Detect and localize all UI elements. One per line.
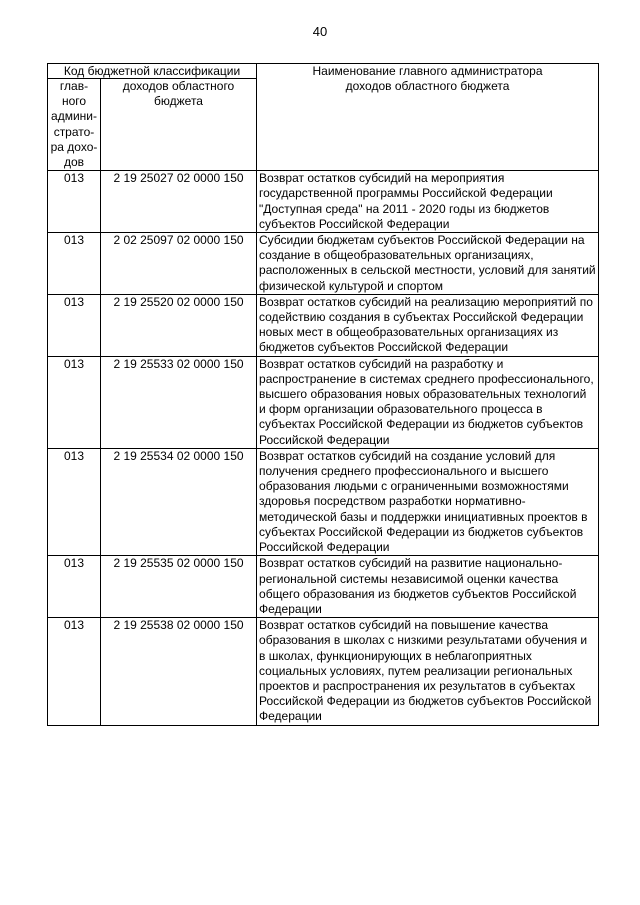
admin-code-cell: 013 (48, 618, 101, 725)
admin-name-cell: Возврат остатков субсидий на мероприятия государственной программы Российской Федерации "Доступная среда" на 2011 - 2020 годы из бюджетов субъектов Российской Федерации (257, 171, 599, 233)
income-code-column-header (101, 79, 257, 171)
page-number: 40 (312, 24, 328, 39)
income-code-cell: 2 19 25534 02 0000 150 (101, 448, 257, 555)
admin-name-column-header-text: Наименование главного администратора доходов областного бюджета (312, 64, 543, 94)
admin-name-cell: Возврат остатков субсидий на повышение качества образования в школах с низкими результатами обучения и в школах, функционирующих в неблагоприятных социальных условиях, путем реализации региональных проектов и распространения их результатов в субъектах Российской Федерации из бюджетов субъектов Российской Федерации (257, 618, 599, 725)
income-code-cell: 2 19 25538 02 0000 150 (101, 618, 257, 725)
admin-name-cell: Возврат остатков субсидий на создание условий для получения среднего профессионального и высшего образования людьми с ограниченными возможностями здоровья посредством разработки нормативно-методической базы и поддержки инициативных проектов в субъектах Российской Федерации из бюджетов субъектов Российской Федерации (257, 448, 599, 555)
admin-code-column-header-text: глав- ного админи- страто- ра дохо- дов (50, 79, 98, 170)
admin-code-column-header (48, 79, 101, 171)
table-row (48, 448, 599, 555)
table-row (48, 618, 599, 725)
admin-code-cell: 013 (48, 356, 101, 448)
income-code-cell: 2 19 25027 02 0000 150 (101, 171, 257, 233)
admin-code-cell: 013 (48, 171, 101, 233)
admin-code-cell: 013 (48, 556, 101, 618)
income-code-cell: 2 19 25535 02 0000 150 (101, 556, 257, 618)
admin-name-cell: Возврат остатков субсидий на развитие национально-региональной системы независимой оценки качества общего образования из бюджетов субъектов Российской Федерации (257, 556, 599, 618)
admin-name-cell: Возврат остатков субсидий на разработку и распространение в системах среднего профессионального, высшего образования новых образовательных технологий и форм организации образовательного процесса в субъектах Российской Федерации из бюджетов субъектов Российской Федерации (257, 356, 599, 448)
table-row (48, 356, 599, 448)
header-row-group (48, 64, 599, 79)
income-code-column-header-text: доходов областного бюджета (122, 79, 235, 109)
admin-code-cell: 013 (48, 233, 101, 295)
admin-name-cell: Субсидии бюджетам субъектов Российской Федерации на создание в общеобразовательных организациях, расположенных в сельской местности, условий для занятий физической культурой и спортом (257, 233, 599, 295)
income-code-cell: 2 19 25520 02 0000 150 (101, 294, 257, 356)
table-head (48, 64, 599, 171)
income-code-cell: 2 02 25097 02 0000 150 (101, 233, 257, 295)
budget-classification-table (47, 63, 599, 726)
income-code-cell: 2 19 25533 02 0000 150 (101, 356, 257, 448)
table-body (48, 171, 599, 725)
admin-name-column-header (257, 64, 599, 171)
table-row (48, 556, 599, 618)
table-row (48, 294, 599, 356)
budget-code-group-header: Код бюджетной классификации (48, 64, 257, 79)
admin-code-cell: 013 (48, 294, 101, 356)
admin-code-cell: 013 (48, 448, 101, 555)
table-row (48, 171, 599, 233)
admin-name-cell: Возврат остатков субсидий на реализацию мероприятий по содействию создания в субъектах Российской Федерации новых мест в общеобразовательных организациях из бюджетов субъектов Российской Федерации (257, 294, 599, 356)
table-row (48, 233, 599, 295)
